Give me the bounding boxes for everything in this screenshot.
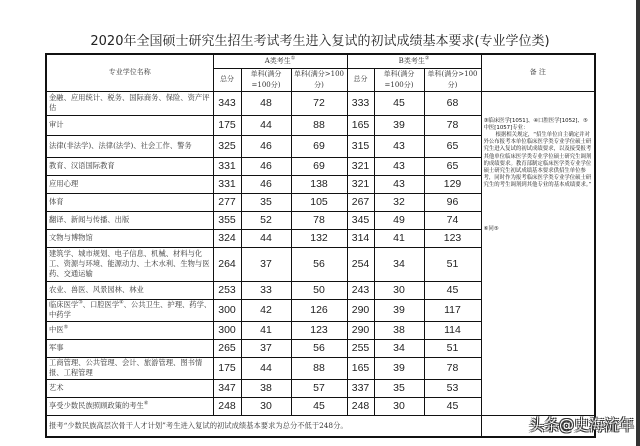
cell-a-gt100: 78 <box>291 211 347 229</box>
cell-b-100: 38 <box>374 321 424 339</box>
cell-b-gt100: 78 <box>424 357 481 379</box>
cell-a-total: 331 <box>213 157 241 175</box>
cell-a-100: 44 <box>241 357 291 379</box>
row-name-text: 享受少数民族照顾政策的考生 <box>49 401 144 410</box>
row-name <box>46 281 213 299</box>
cell-a-total: 343 <box>213 91 241 115</box>
cell-b-total: 290 <box>347 299 374 321</box>
row-name-text: 军事 <box>49 343 64 352</box>
row-name-text: 金融、应用统计、税务、国际商务、保险、资产评估 <box>49 93 210 112</box>
cell-a-gt100: 45 <box>291 397 347 415</box>
cell-b-total: 345 <box>347 211 374 229</box>
row-name <box>46 299 213 321</box>
row-name <box>46 135 213 157</box>
cell-b-total: 337 <box>347 379 374 397</box>
row-name-text: 应用心理 <box>49 179 79 188</box>
cell-a-total: 277 <box>213 193 241 211</box>
header-b-total: 总分 <box>347 68 374 91</box>
cell-a-100: 38 <box>241 379 291 397</box>
cell-b-100: 43 <box>374 135 424 157</box>
row-name <box>46 175 213 193</box>
cell-b-gt100: 78 <box>424 115 481 135</box>
cell-a-total: 325 <box>213 135 241 157</box>
cell-b-100: 35 <box>374 379 424 397</box>
header-group-b <box>347 54 481 68</box>
header-group-a-mark: ① <box>290 55 296 62</box>
row-name-text: 中医 <box>49 325 64 334</box>
cell-b-total: 267 <box>347 193 374 211</box>
row-name-text: 文物与博物馆 <box>49 233 93 242</box>
cell-b-gt100: 117 <box>424 299 481 321</box>
cell-a-100: 30 <box>241 397 291 415</box>
header-group-a <box>213 54 347 68</box>
header-name-col: 专业学位名称 <box>46 54 213 91</box>
cell-a-gt100: 56 <box>291 339 347 357</box>
cell-b-gt100: 51 <box>424 339 481 357</box>
row-name-text: 建筑学、城市规划、电子信息、机械、材料与化工、资源与环境、能源动力、土木水利、生物与医药、交通运输 <box>49 249 210 278</box>
cell-b-100: 39 <box>374 357 424 379</box>
row-name-text: 、口腔医学 <box>82 300 120 309</box>
table-row <box>46 91 595 115</box>
cell-b-gt100: 45 <box>424 397 481 415</box>
cell-a-total: 300 <box>213 299 241 321</box>
cell-a-gt100: 123 <box>291 321 347 339</box>
cell-a-total: 300 <box>213 321 241 339</box>
header-a-total: 总分 <box>213 68 241 91</box>
row-name <box>46 321 213 339</box>
cell-b-100: 43 <box>374 157 424 175</box>
row-name <box>46 115 213 135</box>
footnote-text: 报考“少数民族高层次骨干人才计划”考生进入复试的初试成绩基本要求为总分不低于248分。 <box>46 415 481 437</box>
cell-b-100: 43 <box>374 175 424 193</box>
cell-b-total: 165 <box>347 115 374 135</box>
cell-a-total: 253 <box>213 281 241 299</box>
header-group-b-label: B类考生 <box>398 56 425 65</box>
cell-a-100: 35 <box>241 193 291 211</box>
cell-a-100: 48 <box>241 91 291 115</box>
watermark: 头条@史海流年 <box>528 416 634 434</box>
cell-b-100: 39 <box>374 299 424 321</box>
cell-a-100: 44 <box>241 115 291 135</box>
cell-a-gt100: 69 <box>291 157 347 175</box>
row-name <box>46 211 213 229</box>
cell-b-total: 290 <box>347 321 374 339</box>
cell-a-gt100: 72 <box>291 91 347 115</box>
cell-a-gt100: 138 <box>291 175 347 193</box>
cell-b-100: 34 <box>374 247 424 281</box>
row-name <box>46 379 213 397</box>
row-name <box>46 247 213 281</box>
header-group-a-label: A类考生 <box>264 56 291 65</box>
cell-b-100: 45 <box>374 91 424 115</box>
row-name <box>46 357 213 379</box>
row-name <box>46 193 213 211</box>
cell-a-gt100: 105 <box>291 193 347 211</box>
footnote-mark: ⑥ <box>143 400 149 407</box>
remark-line: ③临床医学[1051]、④口腔医学[1052]、⑤中医[1057]专业： <box>483 117 588 131</box>
cell-a-gt100: 57 <box>291 379 347 397</box>
cell-a-100: 46 <box>241 135 291 157</box>
cell-a-gt100: 88 <box>291 357 347 379</box>
cell-a-gt100: 132 <box>291 229 347 247</box>
row-name-text: 体育 <box>49 197 64 206</box>
cell-b-100: 30 <box>374 281 424 299</box>
cell-b-total: 314 <box>347 229 374 247</box>
row-name-text: 翻译、新闻与传播、出版 <box>49 215 130 224</box>
cell-b-gt100: 114 <box>424 321 481 339</box>
cell-b-total: 165 <box>347 357 374 379</box>
footnote-mark: ③ <box>78 299 83 306</box>
cell-a-100: 37 <box>241 247 291 281</box>
row-name-text: 审计 <box>49 120 64 129</box>
cell-b-total: 315 <box>347 135 374 157</box>
footnote-mark: ⑤ <box>63 324 69 331</box>
row-name <box>46 339 213 357</box>
row-name <box>46 91 213 115</box>
cell-b-100: 39 <box>374 115 424 135</box>
remark-line: 根据相关规定，“招生单位自主确定并对外公布报考本单位临床医学类专业学位硕士研究生进入复试的初试成绩要求，以及接受报考其他单位临床医学类专业学位硕士研究生调剂的成绩要求。教育部制定临床医学类专业学位硕士研究生初试成绩基本要求供招生单位参考，同时作为报考临床医学类专业学位硕士研究生的考生调剂到其他专业的基本成绩要求。” <box>483 131 592 189</box>
header-a-single-gt100: 单科(满分>100分) <box>291 68 347 91</box>
cell-a-100: 46 <box>241 175 291 193</box>
cell-a-gt100: 50 <box>291 281 347 299</box>
cell-a-100: 37 <box>241 339 291 357</box>
cell-b-total: 321 <box>347 157 374 175</box>
cell-a-gt100: 88 <box>291 115 347 135</box>
cell-a-100: 46 <box>241 157 291 175</box>
cell-a-total: 355 <box>213 211 241 229</box>
cell-b-gt100: 68 <box>424 91 481 115</box>
header-b-single-100: 单科(满分=100分) <box>374 68 424 91</box>
cell-b-total: 321 <box>347 175 374 193</box>
row-name-text: 工商管理、公共管理、会计、旅游管理、图书情报、工程管理 <box>49 358 203 377</box>
cell-b-gt100: 129 <box>424 175 481 193</box>
cell-a-100: 41 <box>241 321 291 339</box>
score-table <box>45 53 596 438</box>
cell-a-total: 175 <box>213 115 241 135</box>
footnote-mark: ④ <box>119 299 124 306</box>
cell-b-gt100: 65 <box>424 135 481 157</box>
cell-a-100: 33 <box>241 281 291 299</box>
scrollbar-edge <box>636 0 640 446</box>
cell-a-total: 175 <box>213 357 241 379</box>
cell-a-gt100: 56 <box>291 247 347 281</box>
cell-b-100: 32 <box>374 193 424 211</box>
cell-b-100: 34 <box>374 339 424 357</box>
cell-b-gt100: 51 <box>424 247 481 281</box>
row-name-text: 教育、汉语国际教育 <box>49 161 115 170</box>
row-name <box>46 229 213 247</box>
footnote-row <box>46 415 595 437</box>
cell-b-100: 30 <box>374 397 424 415</box>
cell-b-total: 254 <box>347 247 374 281</box>
remark-line: ⑥同⑤ <box>483 225 499 232</box>
header-remark: 备 注 <box>481 54 595 91</box>
cell-b-total: 255 <box>347 339 374 357</box>
cell-b-gt100: 123 <box>424 229 481 247</box>
row-name-text: 艺术 <box>49 383 64 392</box>
row-name <box>46 397 213 415</box>
cell-a-total: 248 <box>213 397 241 415</box>
cell-a-100: 42 <box>241 299 291 321</box>
row-name-text: 、公共卫生、护理、药学、中药学 <box>49 300 212 319</box>
cell-a-total: 264 <box>213 247 241 281</box>
cell-a-100: 44 <box>241 229 291 247</box>
cell-b-gt100: 74 <box>424 211 481 229</box>
row-name-text: 农业、兽医、风景园林、林业 <box>49 285 144 294</box>
cell-b-gt100: 96 <box>424 193 481 211</box>
cell-b-total: 243 <box>347 281 374 299</box>
row-name <box>46 157 213 175</box>
cell-a-total: 331 <box>213 175 241 193</box>
cell-a-total: 265 <box>213 339 241 357</box>
cell-b-100: 49 <box>374 211 424 229</box>
cell-a-100: 52 <box>241 211 291 229</box>
cell-b-100: 41 <box>374 229 424 247</box>
page-title: 2020年全国硕士研究生招生考试考生进入复试的初试成绩基本要求(专业学位类) <box>90 34 550 49</box>
header-b-single-gt100: 单科(满分>100分) <box>424 68 481 91</box>
cell-a-gt100: 126 <box>291 299 347 321</box>
remark-cell <box>481 91 595 415</box>
cell-b-gt100: 65 <box>424 157 481 175</box>
header-group-b-mark: ② <box>424 55 430 62</box>
cell-a-total: 347 <box>213 379 241 397</box>
cell-b-total: 333 <box>347 91 374 115</box>
cell-a-gt100: 69 <box>291 135 347 157</box>
header-a-single-100: 单科(满分=100分) <box>241 68 291 91</box>
cell-a-total: 324 <box>213 229 241 247</box>
cell-b-gt100: 53 <box>424 379 481 397</box>
cell-b-total: 248 <box>347 397 374 415</box>
cell-b-gt100: 45 <box>424 281 481 299</box>
row-name-text: 临床医学 <box>49 300 79 309</box>
row-name-text: 法律(非法学)、法律(法学)、社会工作、警务 <box>49 141 192 150</box>
